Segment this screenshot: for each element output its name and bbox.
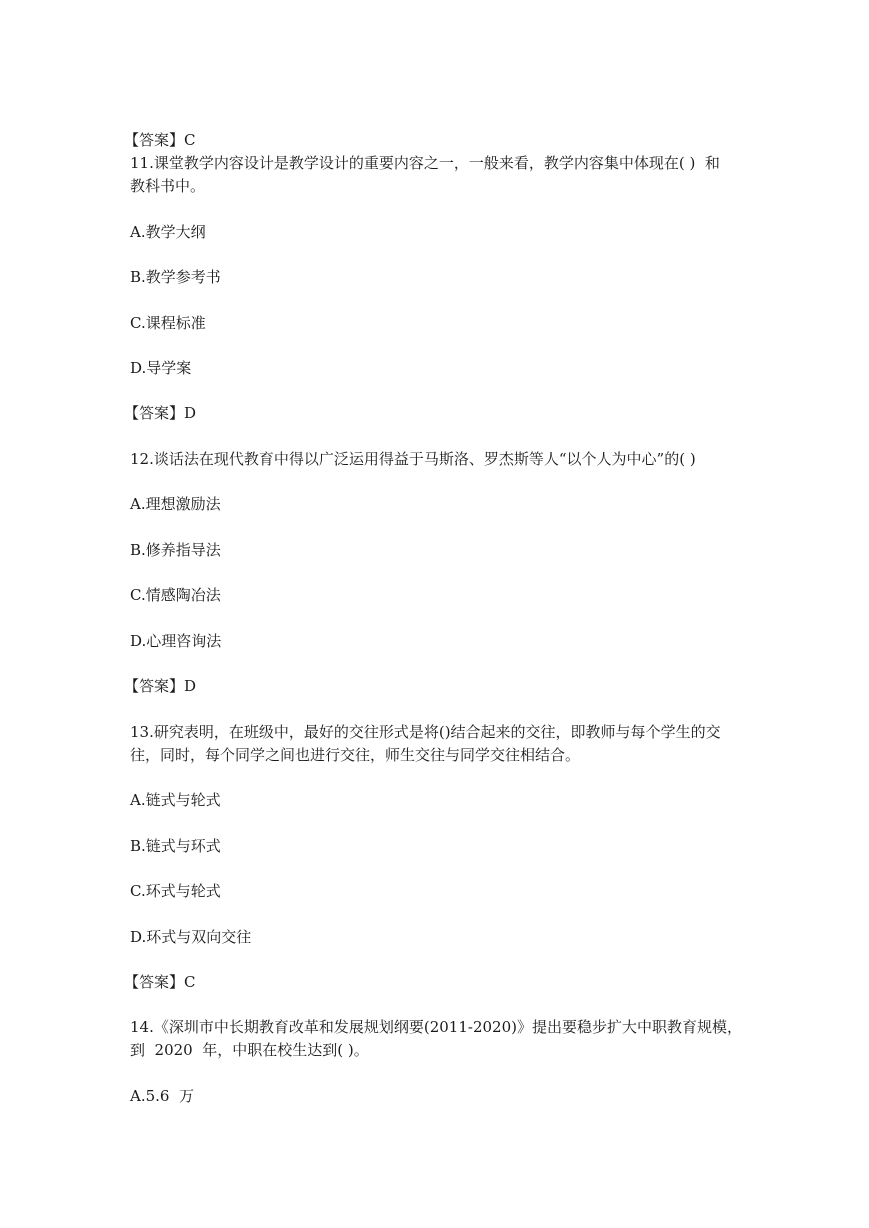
question-11-text-cont: 教科书中。: [130, 177, 206, 195]
q13-option-a: A.链式与轮式: [130, 791, 221, 809]
question-11-text: 11.课堂教学内容设计是教学设计的重要内容之一，一般来看，教学内容集中体现在( ) 和: [130, 154, 720, 172]
q11-option-c: C.课程标准: [130, 314, 206, 332]
q13-option-b: B.链式与环式: [130, 837, 221, 855]
answer-q13: 【答案】C: [124, 973, 196, 991]
question-13-text: 13.研究表明，在班级中，最好的交往形式是将()结合起来的交往，即教师与每个学生的交: [130, 723, 721, 741]
q12-option-d: D.心理咨询法: [130, 632, 222, 650]
q12-option-c: C.情感陶冶法: [130, 586, 221, 604]
q12-option-b: B.修养指导法: [130, 541, 221, 559]
q14-option-a: A.5.6 万: [130, 1087, 194, 1105]
q13-option-c: C.环式与轮式: [130, 882, 221, 900]
answer-q11: 【答案】D: [124, 404, 197, 422]
q11-option-d: D.导学案: [130, 359, 192, 377]
question-14-text: 14.《深圳市中长期教育改革和发展规划纲要(2011-2020)》提出要稳步扩大中职教育规模，: [130, 1018, 742, 1036]
answer-q12: 【答案】D: [124, 677, 197, 695]
q13-option-d: D.环式与双向交往: [130, 928, 252, 946]
question-13-text-cont: 往，同时，每个同学之间也进行交往，师生交往与同学交往相结合。: [130, 746, 581, 764]
q12-option-a: A.理想激励法: [130, 495, 221, 513]
question-14-text-cont: 到 2020 年，中职在校生达到( )。: [130, 1041, 369, 1059]
answer-q10: 【答案】C: [124, 131, 196, 149]
question-12-text: 12.谈话法在现代教育中得以广泛运用得益于马斯洛、罗杰斯等人“以个人为中心”的( ): [130, 450, 696, 468]
q11-option-b: B.教学参考书: [130, 268, 221, 286]
q11-option-a: A.教学大纲: [130, 223, 206, 241]
